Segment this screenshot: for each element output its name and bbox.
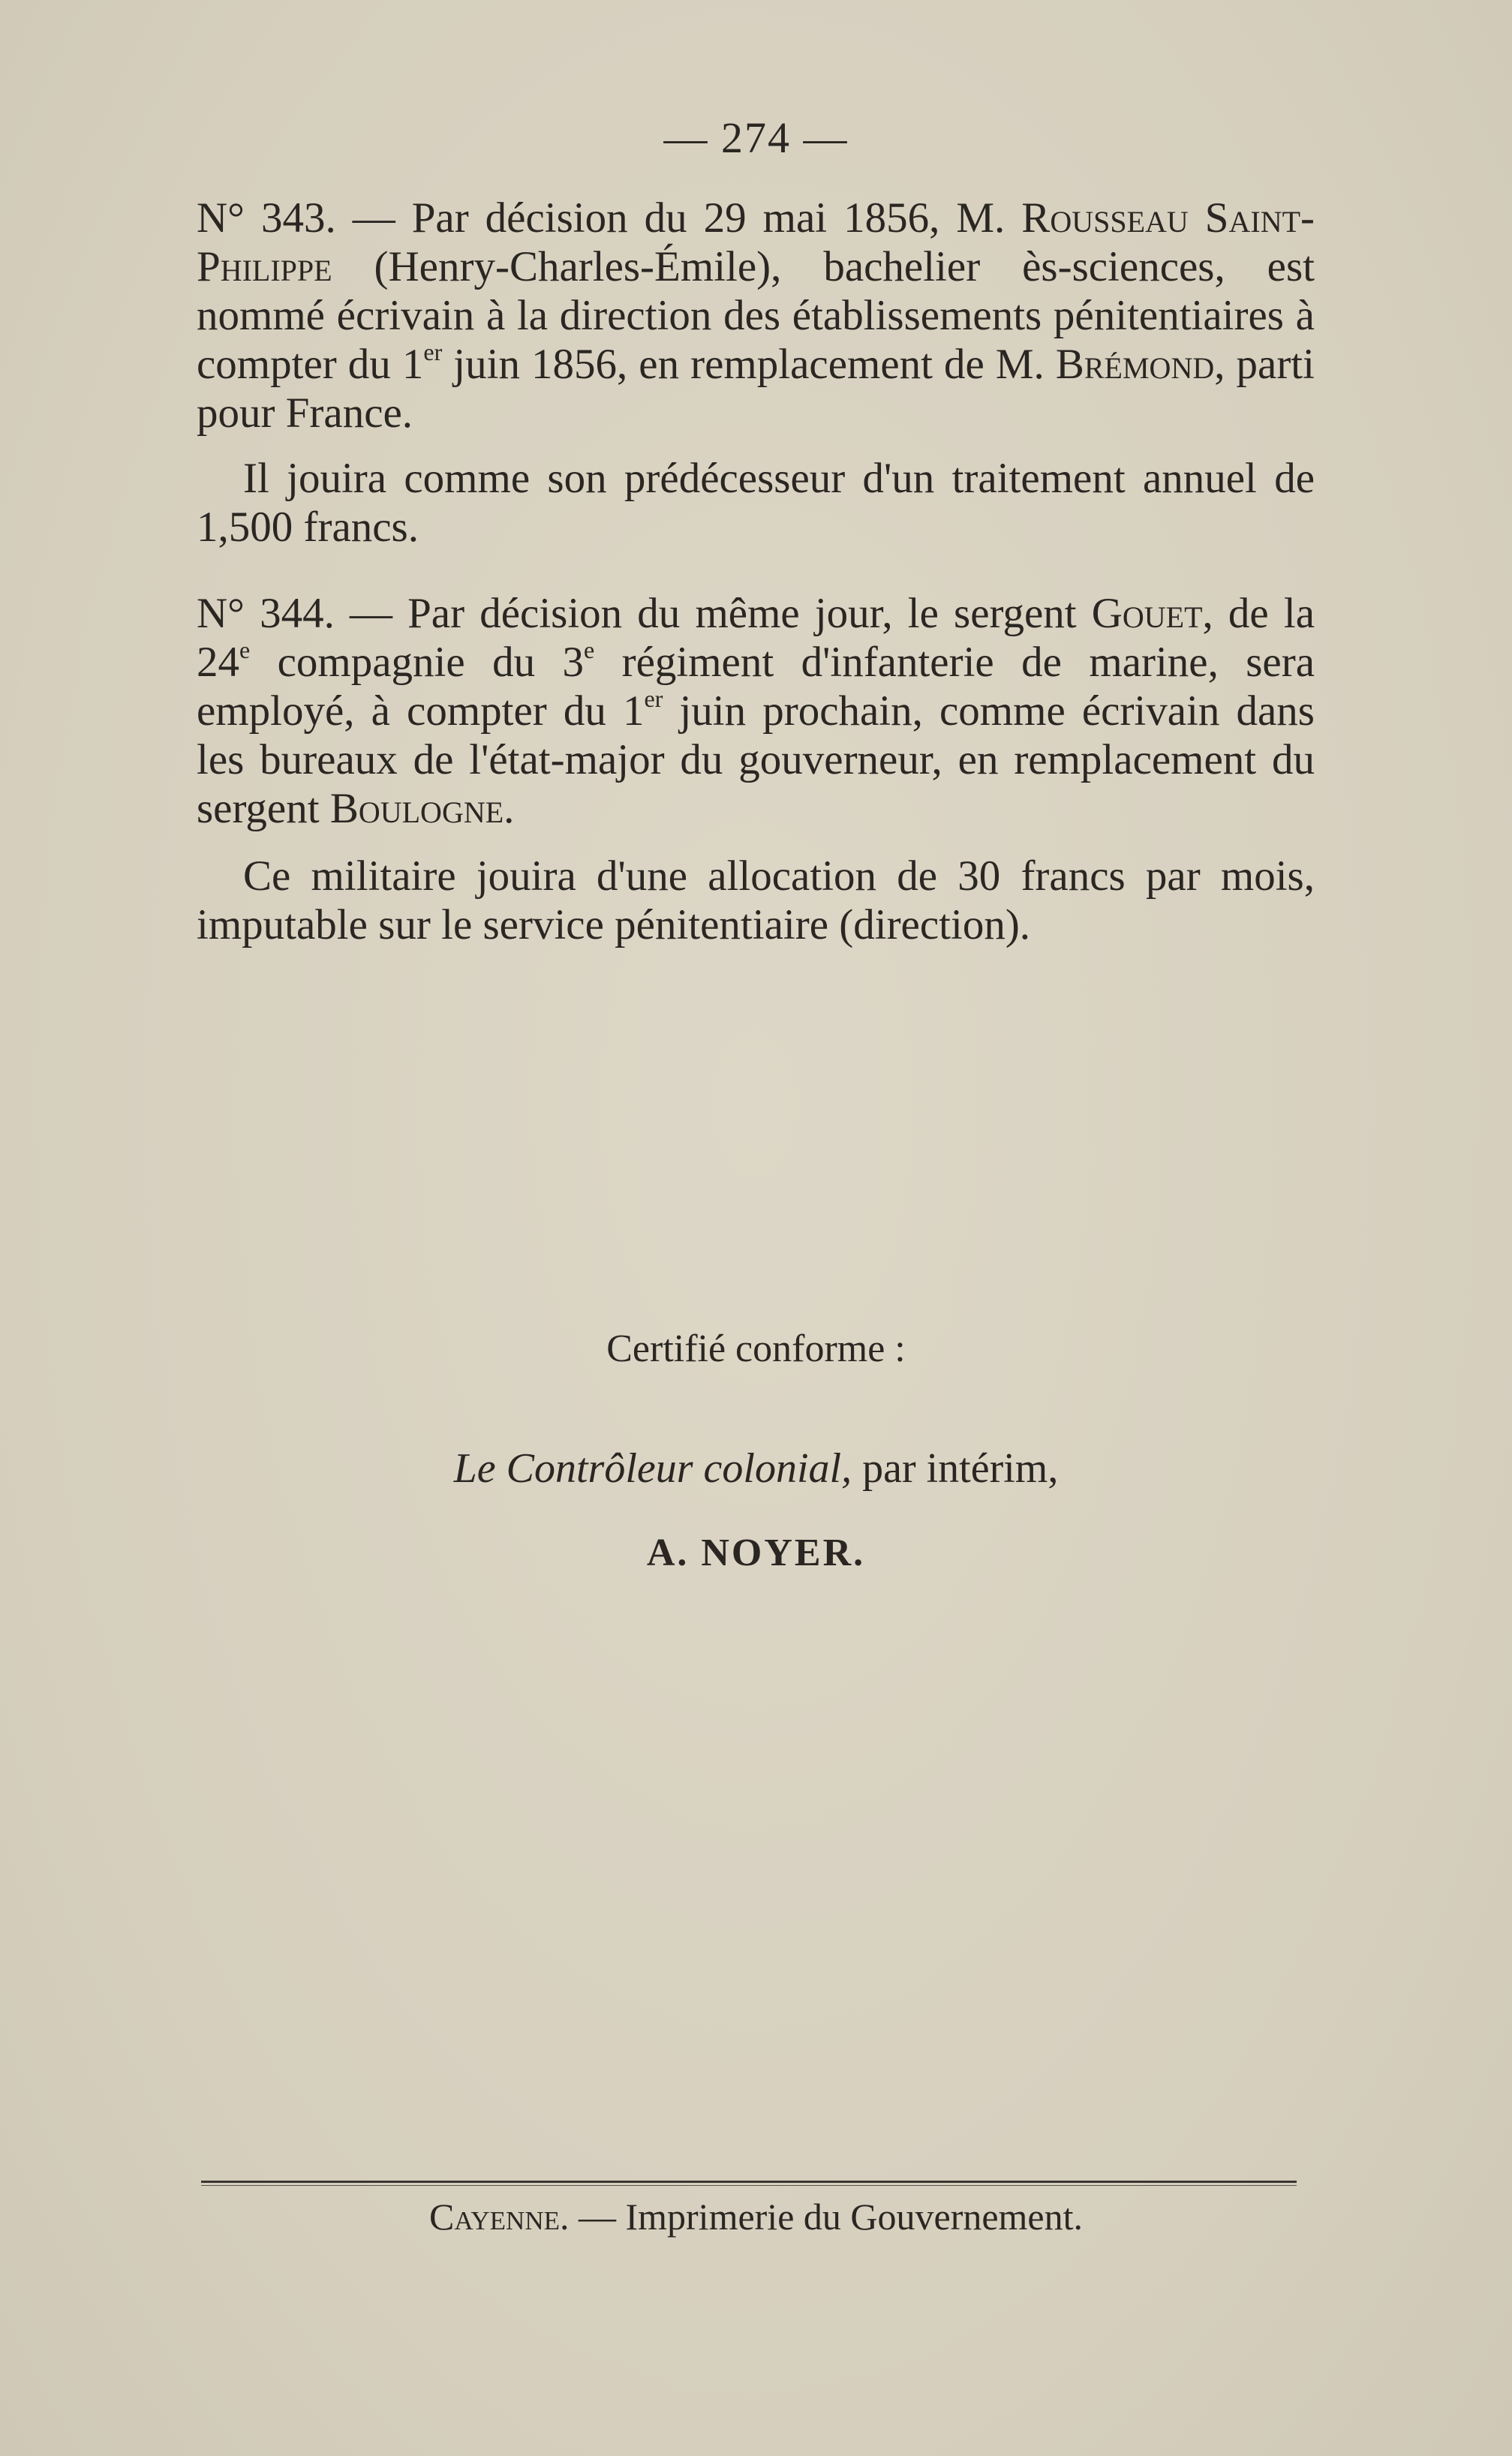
ordinal-suffix: e [239, 636, 251, 663]
signature-name: A. NOYER. [646, 1532, 866, 1574]
signer-suffix: par intérim, [852, 1445, 1059, 1492]
text-run: N° 344. — Par décision du même jour, le sergent [197, 590, 1092, 637]
imprint-text: . — Imprimerie du Gouvernement. [559, 2196, 1084, 2238]
decision-343-paragraph [197, 194, 1315, 437]
text-run: . [503, 785, 515, 832]
text-run: , de la 24 [197, 590, 1315, 686]
text-run: N° 343. — Par décision du 29 mai 1856, M. [197, 194, 1022, 242]
signer-line [0, 1444, 1512, 1493]
ordinal-suffix: e [583, 636, 595, 663]
text-run: Ce militaire jouira d'une allocation de 30 francs par mois, imputable sur le service pénitentiaire (direction). [197, 852, 1315, 948]
proper-name: Boulogne [329, 785, 504, 832]
decision-343-salary-paragraph [197, 454, 1315, 552]
signer-title: Le Contrôleur colonial, [453, 1445, 852, 1492]
text-run: Il jouira comme son prédécesseur d'un traitement annuel de 1,500 francs. [197, 455, 1315, 551]
imprint-line [0, 2195, 1512, 2238]
ordinal-suffix: er [423, 338, 443, 365]
decision-344-paragraph [197, 589, 1315, 833]
page-number: — 274 — [663, 113, 849, 162]
text-run: juin prochain, comme écrivain dans les bureaux de l'état-major du gouverneur, en remplacement du sergent [197, 687, 1315, 832]
text-run: régiment d'infanterie de marine, sera employé, à compter du 1 [197, 639, 1315, 735]
proper-name: Gouet [1091, 590, 1203, 637]
proper-name: Brémond [1055, 341, 1215, 388]
imprint-city: Cayenne [428, 2196, 560, 2238]
text-run: juin 1856, en remplacement de M. [442, 341, 1056, 388]
decision-344-allowance-paragraph [197, 852, 1315, 949]
proper-name: Rousseau Saint-Philippe [197, 194, 1315, 290]
text-run: , parti pour France. [197, 341, 1315, 437]
footer-rule [201, 2181, 1297, 2186]
text-run: compagnie du 3 [250, 639, 584, 686]
ordinal-suffix: er [644, 685, 663, 712]
certification-line: Certifié conforme : [606, 1327, 906, 1370]
text-run: (Henry-Charles-Émile), bachelier ès-sciences, est nommé écrivain à la direction des établissements pénitentiaires à compter du 1 [197, 243, 1315, 388]
